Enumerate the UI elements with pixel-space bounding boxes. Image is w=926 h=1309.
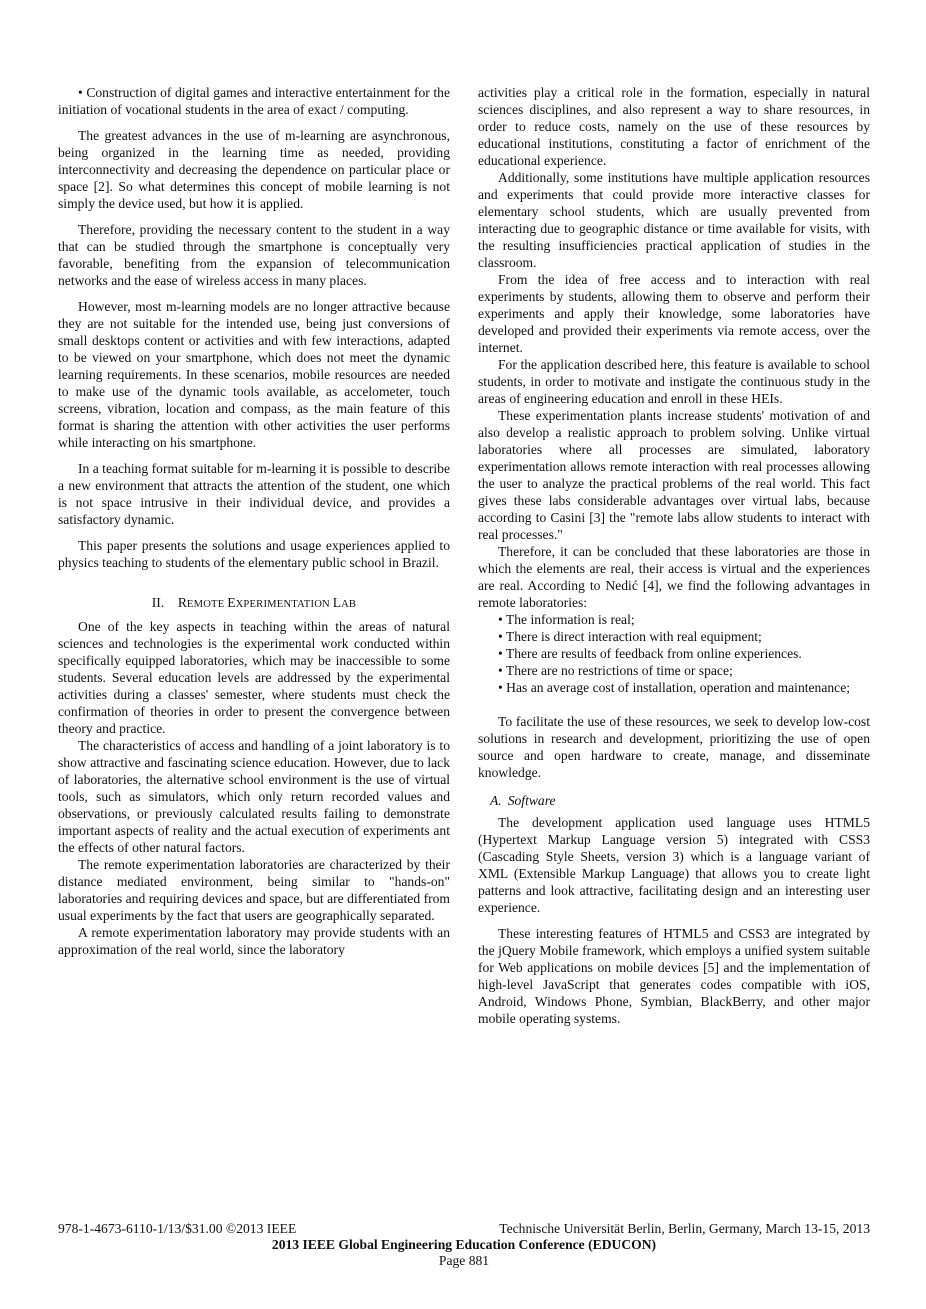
left-column — [58, 84, 450, 958]
page-number: Page 881 — [438, 1253, 490, 1268]
bullet-item: • The information is real; — [498, 612, 635, 627]
paragraph: The greatest advances in the use of m-learning are asynchronous, being organized in the learning time as needed, providing interconnectivity and decreasing the dependence on particular place or space [2]. So what determines this concept of mobile learning is not simply the device used, but how it is applied. — [58, 128, 450, 211]
bullet-item: • Has an average cost of installation, operation and maintenance; — [498, 680, 851, 695]
paragraph: For the application described here, this feature is available to school students, in order to motivate and instigate the continuous study in the areas of engineering education and enroll in these HEIs. — [478, 357, 870, 406]
paragraph: In a teaching format suitable for m-learning it is possible to describe a new environment that attracts the attention of the student, one which is not space intrusive in their individual device, and provides a satisfactory dynamic. — [58, 461, 450, 527]
right-column — [478, 84, 870, 1027]
section-title-part: E — [227, 595, 236, 610]
bullet-paragraph: • Construction of digital games and interactive entertainment for the initiation of vocational students in the area of exact / computing. — [58, 85, 450, 117]
paragraph: The remote experimentation laboratories are characterized by their distance mediated environment, being similar to "hands-on" laboratories and requiring devices and space, but are differentiated from usual experiments by the fact that users are geographically separated. — [58, 857, 450, 923]
paragraph: One of the key aspects in teaching within the areas of natural sciences and technologies is the experimental work conducted within specifically equipped laboratories, which may be inaccessible to some students. Several education levels are addressed by the experimental activities during a classes' semester, where students must check the confirmation of theories in order to present the convergence between theory and practice. — [58, 619, 450, 736]
bullet-item: • There are results of feedback from online experiences. — [498, 646, 802, 661]
section-title-part: AB — [341, 599, 357, 610]
section-title-part: EMOTE — [186, 599, 228, 610]
paragraph: This paper presents the solutions and usage experiences applied to physics teaching to students of the elementary public school in Brazil. — [58, 538, 450, 570]
subsection-label: A. — [490, 793, 502, 808]
conference-venue: Technische Universität Berlin, Berlin, Germany, March 13-15, 2013 — [499, 1221, 870, 1236]
paragraph: Therefore, it can be concluded that these laboratories are those in which the elements are real, their access is virtual and the experiences are real. According to Nedić [4], we find the following advantages in remote laboratories: — [478, 544, 870, 610]
paragraph: Therefore, providing the necessary content to the student in a way that can be studied through the smartphone is conceptually very favorable, benefiting from the expansion of telecommunication networks and the ease of wireless access in many places. — [58, 222, 450, 288]
section-title-part: XPERIMENTATION — [235, 599, 333, 610]
bullet-item: • There is direct interaction with real equipment; — [498, 629, 762, 644]
section-heading — [58, 594, 450, 613]
paragraph: A remote experimentation laboratory may provide students with an approximation of the real world, since the laboratory — [58, 925, 450, 957]
paragraph: To facilitate the use of these resources, we seek to develop low-cost solutions in research and development, prioritizing the use of open source and open hardware to create, manage, and disseminate knowledge. — [478, 714, 870, 780]
page-footer — [58, 1221, 870, 1269]
section-number: II. — [151, 595, 165, 610]
conference-title: 2013 IEEE Global Engineering Education Conference (EDUCON) — [271, 1237, 657, 1252]
paragraph: From the idea of free access and to interaction with real experiments by students, allowing them to observe and perform their experiments and apply their knowledge, some laboratories have developed and provided their experiments via remote access, over the internet. — [478, 272, 870, 355]
paragraph: activities play a critical role in the formation, especially in natural sciences disciplines, and also represent a way to share resources, in order to reduce costs, namely on the use of these resources by educational institutions, constituting a factor of enrichment of the educational experience. — [478, 85, 870, 168]
isbn-copyright: 978-1-4673-6110-1/13/$31.00 ©2013 IEEE — [58, 1221, 297, 1236]
paragraph: However, most m-learning models are no longer attractive because they are not suitable for the intended use, being just conversions of small desktops content or activities and with few interactions, adapted to be viewed on your smartphone, which does not meet the dynamic learning requirements. In these scenarios, mobile resources are needed to make use of the dynamic tools available, as accelometer, touch screens, vibration, location and compass, as the main feature of this format is sharing the attention with other activities the user performs while interacting on his smartphone. — [58, 299, 450, 450]
paragraph: These interesting features of HTML5 and CSS3 are integrated by the jQuery Mobile framework, which employs a unified system suitable for Web applications on mobile devices [5] and the implementation of high-level JavaScript that generates codes compatible with iOS, Android, Windows Phone, Symbian, BlackBerry, and other major mobile operating systems. — [478, 926, 870, 1026]
paragraph: Additionally, some institutions have multiple application resources and experiments that could provide more interactive classes for elementary school students, which are usually prevented from interacting due to geographic distance or time available for visits, with the resulting insufficiencies practical application of studies in the classroom. — [478, 170, 870, 270]
paragraph: The characteristics of access and handling of a joint laboratory is to show attractive and fascinating science education. However, due to lack of laboratories, the alternative school environment is the use of virtual tools, such as simulators, which only return recorded values and observations, or previously calculated results failing to demonstrate important aspects of reality and the actual execution of experiments ant the effects of other natural factors. — [58, 738, 450, 855]
subsection-heading — [478, 792, 870, 809]
section-title-part: R — [177, 595, 187, 610]
paragraph: These experimentation plants increase students' motivation of and also develop a realistic approach to problem solving. Unlike virtual laboratories where all processes are simulated, laboratory experimentation allows remote interaction with real processes allowing the user to analyze the practical problems of the real world. This fact gives these labs considerable advantages over virtual labs, because according to Casini [3] the "remote labs allow students to interact with real processes." — [478, 408, 870, 542]
bullet-item: • There are no restrictions of time or space; — [498, 663, 733, 678]
subsection-title: Software — [507, 793, 556, 808]
paragraph: The development application used language uses HTML5 (Hypertext Markup Language version 5) integrated with CSS3 (Cascading Style Sheets, version 3) which is a language variant of XML (Extensible Markup Language) that allows you to create light patterns and look attractive, facilitating design and an interesting user experience. — [478, 815, 870, 915]
section-title-part: L — [332, 595, 342, 610]
